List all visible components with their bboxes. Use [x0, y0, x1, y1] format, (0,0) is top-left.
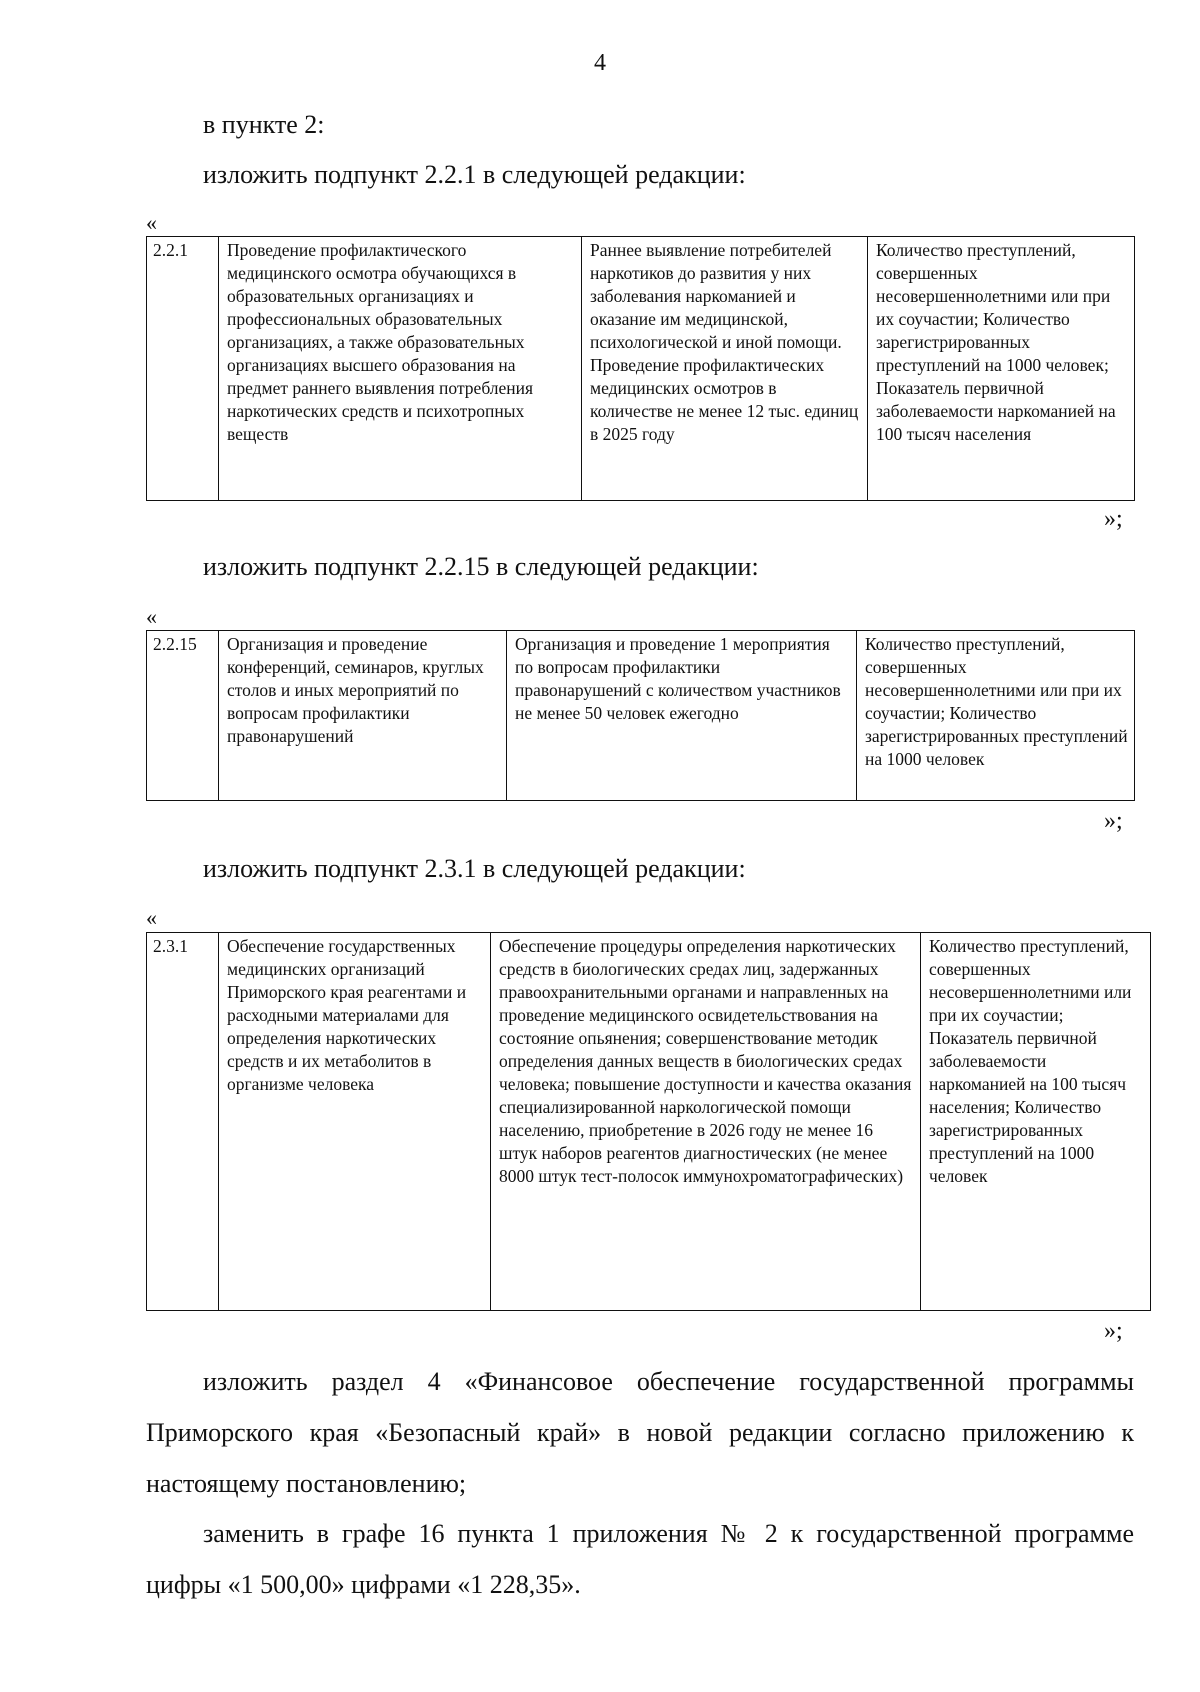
quote-open-3: «: [146, 905, 157, 930]
row-activity: Проведение профилактического медицинского осмотра обучающихся в образовательных организациях и профессиональных образовательных организациях, а также образовательных организациях высшего образования на предмет раннего выявления потребления наркотических средств и психотропных веществ: [219, 237, 582, 501]
page-number: 4: [594, 50, 606, 76]
table-2-3-1: [146, 932, 1151, 1311]
row-number: 2.2.15: [147, 631, 219, 801]
row-number: 2.2.1: [147, 237, 219, 501]
section-heading-2-2-15: изложить подпункт 2.2.15 в следующей редакции:: [203, 552, 759, 581]
section-heading-2-3-1: изложить подпункт 2.3.1 в следующей редакции:: [203, 854, 746, 883]
quote-close-2: »;: [1104, 808, 1123, 834]
table-row: [147, 933, 1151, 1311]
paragraph-text: заменить в графе 16 пункта 1 приложения № 2 к государственной программе цифры «1 500,00» цифрами «1 228,35».: [146, 1519, 1134, 1599]
quote-close-1: »;: [1104, 506, 1123, 532]
paragraph-finance-section: [146, 1356, 1134, 1509]
row-indicators: Количество преступлений, совершенных несовершеннолетними или при их соучастии; Количество зарегистрированных преступлений на 1000 человек; Показатель первичной заболеваемости наркоманией на 100 тысяч населения: [868, 237, 1135, 501]
section-heading-2-2-1: изложить подпункт 2.2.1 в следующей редакции:: [203, 160, 746, 189]
paragraph-text: изложить раздел 4 «Финансовое обеспечение государственной программы Приморского края «Безопасный край» в новой редакции согласно приложению к настоящему постановлению;: [146, 1367, 1134, 1498]
table-2-2-1: [146, 236, 1135, 501]
row-indicators: Количество преступлений, совершенных несовершеннолетними или при их соучастии; Количество зарегистрированных преступлений на 1000 человек: [857, 631, 1135, 801]
quote-open-2: «: [146, 604, 157, 629]
table-row: [147, 631, 1135, 801]
row-result: Организация и проведение 1 мероприятия по вопросам профилактики правонарушений с количеством участников не менее 50 человек ежегодно: [507, 631, 857, 801]
row-indicators: Количество преступлений, совершенных несовершеннолетними или при их соучастии; Показатель первичной заболеваемости наркоманией на 100 тысяч населения; Количество зарегистрированных преступлений на 1000 человек: [921, 933, 1151, 1311]
row-activity: Организация и проведение конференций, семинаров, круглых столов и иных мероприятий по вопросам профилактики правонарушений: [219, 631, 507, 801]
row-result: Раннее выявление потребителей наркотиков до развития у них заболевания наркоманией и оказание им медицинской, психологической и иной помощи. Проведение профилактических медицинских осмотров в количестве не менее 12 тыс. единиц в 2025 году: [582, 237, 868, 501]
row-activity: Обеспечение государственных медицинских организаций Приморского края реагентами и расходными материалами для определения наркотических средств и их метаболитов в организме человека: [219, 933, 491, 1311]
paragraph-replace-figures: [146, 1508, 1134, 1610]
quote-close-3: »;: [1104, 1318, 1123, 1344]
row-result: Обеспечение процедуры определения наркотических средств в биологических средах лиц, задержанных правоохранительными органами и направленных на проведение медицинского освидетельствования на состояние опьянения; совершенствование методик определения данных веществ в биологических средах человека; повышение доступности и качества оказания специализированной наркологической помощи населению, приобретение в 2026 году не менее 16 штук наборов реагентов диагностических (не менее 8000 штук тест-полосок иммунохроматографических): [491, 933, 921, 1311]
intro-text: в пункте 2:: [203, 110, 325, 139]
quote-open-1: «: [146, 210, 157, 235]
table-row: [147, 237, 1135, 501]
table-2-2-15: [146, 630, 1135, 801]
row-number: 2.3.1: [147, 933, 219, 1311]
